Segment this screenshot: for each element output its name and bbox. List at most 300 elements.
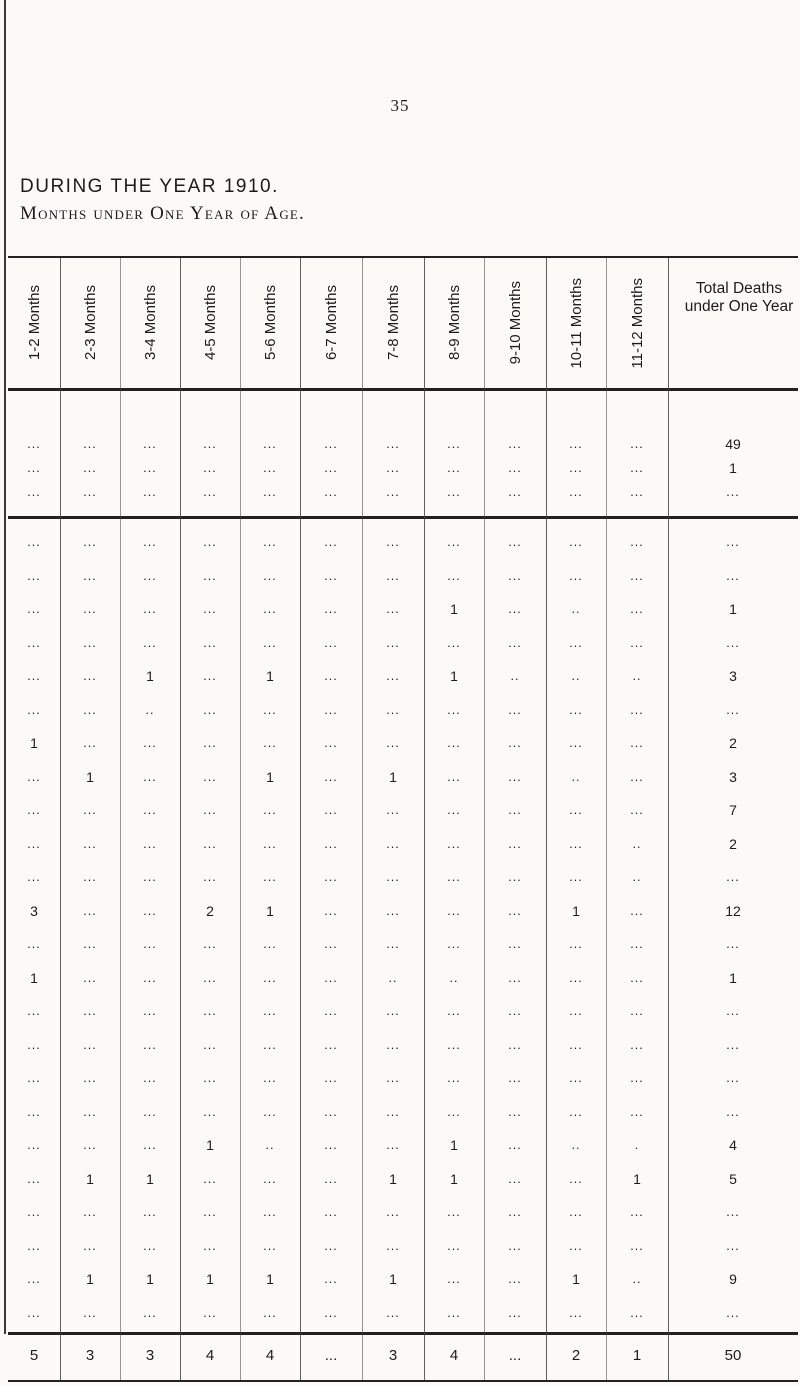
column-header	[8, 258, 60, 388]
column-header-label: 8-9 Months	[445, 285, 463, 361]
totals-row-cell: 2	[571, 1347, 581, 1364]
table-row-cell: 1	[450, 601, 458, 617]
table-row-cell: ...	[83, 1004, 97, 1018]
block-separator-rule	[8, 516, 798, 519]
table-row-cell: ...	[203, 568, 217, 583]
table-row-cell: ...	[143, 1004, 157, 1018]
table-row-cell: 1	[30, 969, 38, 986]
table-row-cell: ...	[726, 1238, 740, 1253]
table-row-cell: ...	[508, 568, 522, 583]
table-row-cell: ...	[263, 1238, 277, 1253]
table-row-cell: 1	[572, 1271, 580, 1287]
table-row-cell: ...	[263, 602, 277, 616]
table-row-cell: ...	[386, 736, 400, 750]
table-row-cell: 1	[146, 1271, 154, 1287]
table-row-cell: 1	[450, 1170, 458, 1187]
table-row-cell: ...	[324, 1205, 338, 1219]
table-row-cell: 1	[146, 668, 154, 684]
totals-row-cell: 3	[85, 1347, 95, 1364]
table-row-cell: ...	[630, 970, 644, 985]
table-row-cell: ...	[569, 1037, 583, 1052]
table-row-cell: ...	[263, 437, 277, 451]
table-row-cell: ...	[508, 1171, 522, 1186]
column-header-label: 7-8 Months	[384, 285, 402, 361]
table-row-cell: ...	[508, 1305, 522, 1320]
table-row-cell: ...	[447, 635, 461, 650]
table-row-cell: ..	[632, 1272, 642, 1286]
column-header-label: 3-4 Months	[141, 285, 159, 361]
table-row-cell: ..	[510, 669, 520, 683]
column-header	[606, 258, 668, 388]
table-row-cell: ...	[386, 635, 400, 650]
table-row-cell: ..	[571, 769, 581, 784]
table-row-cell: ...	[386, 1138, 400, 1152]
table-row-cell: ...	[27, 1004, 41, 1018]
table-row-cell: 1	[729, 601, 737, 617]
table-row-cell: ...	[630, 1071, 644, 1085]
table-row-cell: 1	[266, 902, 274, 919]
table-row-cell: ...	[569, 1104, 583, 1119]
table-row-cell: ...	[203, 437, 217, 451]
table-row-cell: ...	[143, 769, 157, 784]
table-row-cell: ...	[203, 1004, 217, 1018]
table-row-cell: ...	[83, 535, 97, 549]
table-row-cell: ...	[508, 769, 522, 784]
table-row-cell: 1	[450, 668, 458, 684]
table-row-cell: ...	[386, 937, 400, 951]
table-row-cell: ...	[143, 1138, 157, 1152]
table-row-cell: ...	[203, 1305, 217, 1320]
table-row-cell: ...	[630, 803, 644, 817]
table-row-cell: ...	[203, 1171, 217, 1186]
table-row-cell: ...	[27, 769, 41, 784]
table-row-cell: ...	[324, 870, 338, 884]
table-row-cell: 3	[729, 668, 737, 684]
column-header	[362, 258, 424, 388]
column-header	[120, 258, 180, 388]
table-row-cell: ...	[203, 736, 217, 750]
table-row-cell: ...	[27, 1238, 41, 1253]
table-row-cell: ...	[508, 1104, 522, 1119]
table-row-cell: ...	[569, 836, 583, 851]
table-row-cell: ...	[630, 702, 644, 717]
totals-row-cell: ...	[324, 1347, 338, 1364]
table-row-cell: ...	[263, 970, 277, 985]
table-row-cell: ...	[726, 702, 740, 717]
table-row-cell: ...	[263, 870, 277, 884]
table-row-cell: 5	[729, 1170, 737, 1187]
table-row-cell: ...	[447, 485, 461, 499]
table-row-cell: ...	[83, 437, 97, 451]
table-row-cell: ...	[263, 1104, 277, 1119]
table-row-cell: ...	[203, 1037, 217, 1052]
table-row-cell: ...	[630, 769, 644, 784]
table-row-cell: ...	[263, 535, 277, 549]
table-row-cell: ...	[447, 568, 461, 583]
page-number: 35	[390, 96, 410, 115]
table-row-cell: ...	[143, 736, 157, 750]
table-row-cell: ...	[386, 485, 400, 499]
table-row-cell: ...	[324, 1171, 338, 1186]
table-row-cell: ...	[203, 669, 217, 683]
table-row-cell: 1	[389, 1170, 397, 1187]
table-row-cell: ...	[386, 1071, 400, 1085]
table-row-cell: ...	[508, 836, 522, 851]
table-row-cell: ...	[386, 1104, 400, 1119]
table-row-cell: ...	[324, 1272, 338, 1286]
totals-row-cell: 4	[205, 1347, 215, 1364]
table-row-cell: ...	[508, 1238, 522, 1253]
table-row-cell: ...	[143, 803, 157, 817]
table-row-cell: 3	[30, 902, 38, 919]
table-row-cell: ...	[630, 1238, 644, 1253]
table-row-cell: ...	[143, 970, 157, 985]
table-row-cell: ...	[508, 1205, 522, 1219]
table-row-cell: ...	[203, 1104, 217, 1119]
table-row-cell: ...	[83, 970, 97, 985]
table-row-cell: ...	[263, 803, 277, 817]
table-row-cell: ...	[83, 1071, 97, 1085]
table-row-cell: ...	[726, 937, 740, 951]
table-row-cell: ...	[143, 535, 157, 549]
table-row-cell: ...	[143, 461, 157, 475]
table-row-cell: ...	[508, 937, 522, 951]
table-row-cell: ...	[386, 702, 400, 717]
table-row-cell: ...	[630, 461, 644, 475]
table-row-cell: ...	[83, 1037, 97, 1052]
table-row-cell: ...	[508, 1138, 522, 1152]
table-row-cell: ...	[263, 1037, 277, 1052]
table-row-cell: ...	[508, 602, 522, 616]
table-row-cell: ...	[447, 1037, 461, 1052]
table-row-cell: ...	[27, 937, 41, 951]
table-row-cell: ...	[203, 970, 217, 985]
table-row-cell: ...	[143, 1104, 157, 1119]
table-row-cell: ...	[508, 1037, 522, 1052]
table-row-cell: ...	[447, 1004, 461, 1018]
table-row-cell: ...	[508, 1004, 522, 1018]
table-row-cell: ...	[83, 1205, 97, 1219]
table-row-cell: ..	[265, 1138, 275, 1152]
table-row-cell: ...	[83, 1104, 97, 1119]
table-row-cell: ...	[726, 1205, 740, 1219]
table-row-cell: ...	[630, 937, 644, 951]
table-row-cell: ...	[143, 1071, 157, 1085]
table-row-cell: ...	[508, 970, 522, 985]
table-row-cell: ...	[143, 568, 157, 583]
table-row-cell: 1	[266, 1271, 274, 1287]
column-header	[240, 258, 300, 388]
table-row-cell: ...	[263, 1171, 277, 1186]
column-header	[484, 258, 546, 388]
table-row-cell: ...	[324, 485, 338, 499]
table-row-cell: ...	[324, 1104, 338, 1119]
table-row-cell: ...	[27, 870, 41, 884]
table-row-cell: ...	[447, 437, 461, 451]
table-row-cell: ...	[447, 870, 461, 884]
table-row-cell: ...	[203, 836, 217, 851]
table-row-cell: ...	[630, 1004, 644, 1018]
table-row-cell: ...	[263, 461, 277, 475]
table-row-cell: ...	[27, 437, 41, 451]
column-header-label: 9-10 Months	[506, 281, 524, 365]
table-row-cell: ...	[83, 1305, 97, 1320]
table-row-cell: ...	[203, 602, 217, 616]
table-row-cell: 9	[729, 1271, 737, 1287]
table-row-cell: 12	[725, 902, 741, 919]
table-row-cell: ...	[83, 836, 97, 851]
table-row-cell: ...	[569, 461, 583, 475]
table-row-cell: ...	[630, 568, 644, 583]
table-row-cell: ...	[83, 485, 97, 499]
table-row-cell: ...	[508, 803, 522, 817]
table-row-cell: ...	[143, 635, 157, 650]
table-row-cell: ...	[386, 803, 400, 817]
table-row-cell: ...	[569, 970, 583, 985]
table-row-cell: ...	[630, 1104, 644, 1119]
table-row-cell: ...	[447, 836, 461, 851]
column-header	[60, 258, 120, 388]
table-row-cell: ...	[143, 602, 157, 616]
table-row-cell: ...	[447, 1272, 461, 1286]
table-row-cell: ...	[83, 1138, 97, 1152]
table-row-cell: ...	[569, 736, 583, 750]
table-row-cell: ...	[569, 803, 583, 817]
table-row-cell: ...	[508, 437, 522, 451]
table-row-cell: ...	[569, 635, 583, 650]
table-row-cell: ...	[508, 485, 522, 499]
table-row-cell: 1	[146, 1170, 154, 1187]
table-row-cell: ...	[263, 485, 277, 499]
table-row-cell: ..	[449, 970, 459, 985]
table-row-cell: ...	[386, 1205, 400, 1219]
table-row-cell: ...	[203, 870, 217, 884]
table-row-cell: ...	[386, 535, 400, 549]
column-header	[424, 258, 484, 388]
table-row-cell: ...	[27, 669, 41, 683]
table-row-cell: ..	[388, 970, 398, 985]
table-row-cell: ...	[27, 1037, 41, 1052]
table-row-cell: ...	[726, 1104, 740, 1119]
table-row-cell: ...	[569, 1071, 583, 1085]
table-row-cell: ..	[571, 669, 581, 683]
table-row-cell: ...	[263, 1305, 277, 1320]
table-row-cell: ...	[263, 1205, 277, 1219]
table-row-cell: ...	[27, 1205, 41, 1219]
table-row-cell: ...	[83, 568, 97, 583]
table-row-cell: ...	[27, 568, 41, 583]
table-row-cell: ...	[447, 1071, 461, 1085]
column-header-label: 10-11 Months	[567, 277, 585, 369]
table-row-cell: 1	[30, 735, 38, 751]
table-row-cell: ...	[203, 1071, 217, 1085]
table-row-cell: ...	[324, 669, 338, 683]
table-row-cell: ...	[143, 1037, 157, 1052]
table-row-cell: ...	[386, 1305, 400, 1320]
table-row-cell: ...	[447, 1104, 461, 1119]
table-row-cell: ...	[508, 903, 522, 918]
table-row-cell: ...	[27, 1138, 41, 1152]
table-row-cell: ...	[630, 1305, 644, 1320]
table-row-cell: ...	[447, 1205, 461, 1219]
table-row-cell: ...	[447, 803, 461, 817]
table-row-cell: ...	[203, 461, 217, 475]
table-row-cell: ...	[569, 535, 583, 549]
table-row-cell: .	[634, 1138, 640, 1152]
table-row-cell: ...	[263, 1004, 277, 1018]
table-row-cell: ..	[571, 602, 581, 616]
table-row-cell: ...	[27, 535, 41, 549]
table-row-cell: ...	[508, 1071, 522, 1085]
table-row-cell: ...	[630, 1205, 644, 1219]
table-row-cell: ...	[203, 937, 217, 951]
table-row-cell: ...	[203, 535, 217, 549]
table-row-cell: ...	[203, 485, 217, 499]
table-row-cell: ...	[324, 702, 338, 717]
table-row-cell: ...	[27, 836, 41, 851]
totals-row-cell: 1	[632, 1347, 642, 1364]
table-row-cell: ..	[571, 1138, 581, 1152]
table-row-cell: ...	[508, 635, 522, 650]
table-row-cell: ...	[263, 702, 277, 717]
table-row-cell: ...	[27, 602, 41, 616]
table-row-cell: ...	[386, 1238, 400, 1253]
table-row-cell: ...	[27, 635, 41, 650]
table-row-cell: ..	[632, 836, 642, 851]
table-row-cell: ...	[27, 1104, 41, 1119]
table-row-cell: ...	[508, 702, 522, 717]
table-row-cell: ...	[386, 602, 400, 616]
table-row-cell: ...	[630, 1037, 644, 1052]
table-row-cell: ...	[83, 461, 97, 475]
table-row-cell: ...	[386, 669, 400, 683]
table-row-cell: ...	[83, 736, 97, 750]
table-row-cell: ...	[569, 1004, 583, 1018]
table-row-cell: ...	[203, 803, 217, 817]
table-row-cell: 1	[266, 668, 274, 684]
table-row-cell: ...	[569, 937, 583, 951]
column-header-label: 5-6 Months	[261, 285, 279, 361]
table-row-cell: ...	[324, 461, 338, 475]
table-row-cell: 1	[572, 902, 580, 919]
table-row-cell: ...	[83, 635, 97, 650]
table-row-cell: ...	[143, 437, 157, 451]
table-row-cell: ...	[83, 702, 97, 717]
table-row-cell: ...	[569, 437, 583, 451]
column-header	[180, 258, 240, 388]
table-row-cell: ...	[143, 485, 157, 499]
totals-row-cell: 3	[388, 1347, 398, 1364]
table-row-cell: ...	[143, 870, 157, 884]
table-row-cell: ...	[630, 437, 644, 451]
table-row-cell: ...	[447, 769, 461, 784]
table-row-cell: ...	[447, 937, 461, 951]
table-row-cell: ...	[386, 1004, 400, 1018]
table-row-cell: ...	[726, 635, 740, 650]
table-row-cell: ...	[447, 1305, 461, 1320]
table-row-cell: ..	[145, 702, 155, 717]
table-row-cell: ...	[508, 535, 522, 549]
table-row-cell: ...	[203, 1205, 217, 1219]
table-row-cell: ...	[143, 1205, 157, 1219]
totals-row-cell: 4	[449, 1347, 459, 1364]
table-row-cell: ...	[27, 702, 41, 717]
table-row-cell: ...	[263, 1071, 277, 1085]
table-row-cell: ...	[83, 903, 97, 918]
table-row-cell: ...	[203, 635, 217, 650]
table-row-cell: ...	[83, 602, 97, 616]
table-row-cell: ...	[569, 702, 583, 717]
table-row-cell: ...	[27, 485, 41, 499]
table-row-cell: ...	[27, 1071, 41, 1085]
page-heading: DURING THE YEAR 1910.	[20, 176, 279, 197]
table-row-cell: ...	[324, 1037, 338, 1052]
table-row-cell: ...	[569, 568, 583, 583]
table-row-cell: ...	[386, 836, 400, 851]
table-row-cell: ...	[27, 461, 41, 475]
table-row-cell: ...	[569, 485, 583, 499]
table-row-cell: ...	[203, 1238, 217, 1253]
table-row-cell: ...	[630, 903, 644, 918]
table-row-cell: ...	[386, 1037, 400, 1052]
table-row-cell: ...	[83, 1238, 97, 1253]
table-row-cell: ...	[726, 870, 740, 884]
table-row-cell: ...	[324, 1238, 338, 1253]
table-row-cell: 1	[86, 1170, 94, 1187]
table-row-cell: 1	[266, 768, 274, 785]
table-row-cell: ...	[324, 437, 338, 451]
table-row-cell: ...	[83, 669, 97, 683]
table-row-cell: ...	[324, 903, 338, 918]
table-row-cell: ...	[143, 1305, 157, 1320]
table-row-cell: 1	[206, 1137, 214, 1153]
table-row-cell: 3	[729, 768, 737, 785]
table-row-cell: ...	[569, 1305, 583, 1320]
table-row-cell: ...	[263, 736, 277, 750]
total-deaths-header: Total Deaths under One Year	[684, 280, 794, 315]
column-header-label: 6-7 Months	[322, 285, 340, 361]
table-row-cell: 1	[633, 1170, 641, 1187]
table-row-cell: ...	[263, 937, 277, 951]
table-row-cell: ...	[726, 1305, 740, 1320]
totals-row-cell: ...	[508, 1347, 522, 1364]
column-header	[300, 258, 362, 388]
table-row-cell: 1	[389, 1271, 397, 1287]
table-row-cell: ...	[386, 461, 400, 475]
table-row-cell: ...	[447, 461, 461, 475]
table-row-cell: ...	[726, 1037, 740, 1052]
table-row-cell: ...	[447, 903, 461, 918]
table-row-cell: 4	[729, 1137, 737, 1153]
table-row-cell: ...	[324, 1004, 338, 1018]
table-row-cell: ...	[324, 535, 338, 549]
table-row-cell: 1	[729, 969, 737, 986]
table-row-cell: ...	[83, 870, 97, 884]
table-row-cell: ...	[27, 1305, 41, 1320]
page-edge-rule	[4, 0, 6, 1334]
header-bottom-rule	[8, 388, 798, 391]
table-row-cell: ..	[632, 870, 642, 884]
totals-row-cell: 4	[265, 1347, 275, 1364]
column-header-label: 2-3 Months	[81, 285, 99, 361]
page-subheading: Months under One Year of Age.	[20, 203, 305, 224]
table-row-cell: ...	[726, 568, 740, 583]
table-row-cell: ...	[324, 836, 338, 851]
table-row-cell: ...	[386, 903, 400, 918]
totals-row-cell: 50	[724, 1347, 742, 1364]
column-header-label: 1-2 Months	[25, 285, 43, 361]
table-row-cell: ...	[508, 1272, 522, 1286]
